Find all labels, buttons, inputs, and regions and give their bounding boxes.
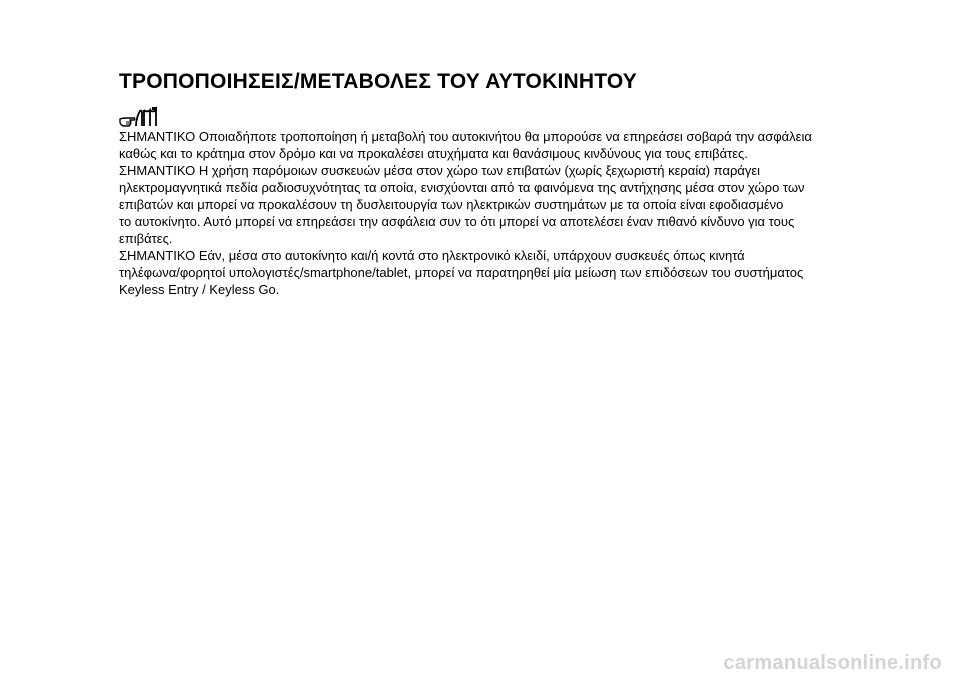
text-line: ΣΗΜΑΝΤΙΚΟ Εάν, μέσα στο αυτοκίνητο και/ή κοντά στο ηλεκτρονικό κλειδί, υπάρχουν συσκευές όπως κινητά (119, 248, 745, 263)
body-text (119, 128, 879, 298)
paragraph-devices-warning (119, 162, 879, 247)
text-line: ΣΗΜΑΝΤΙΚΟ Οποιαδήποτε τροποποίηση ή μεταβολή του αυτοκινήτου θα μπορούσε να επηρεάσει σοβαρά την ασφάλεια (119, 129, 812, 144)
text-line: ΣΗΜΑΝΤΙΚΟ Η χρήση παρόμοιων συσκευών μέσα στον χώρο των επιβατών (χωρίς ξεχωριστή κεραία) παράγει (119, 163, 761, 178)
text-line: ηλεκτρομαγνητικά πεδία ραδιοσυχνότητας τα οποία, ενισχύονται από τα φαινόμενα της αντήχησης μέσα στον χώρο των (119, 180, 805, 195)
manual-page (119, 68, 879, 298)
paragraph-modifications-warning (119, 128, 879, 162)
text-line: επιβατών και μπορεί να προκαλέσουν τη δυσλειτουργία των ηλεκτρικών συστημάτων με τα οποία είναι εφοδιασμένο (119, 197, 784, 212)
watermark: carmanualsonline.info (723, 652, 942, 674)
text-line: Keyless Entry / Keyless Go. (119, 282, 280, 297)
text-line: επιβάτες. (119, 231, 173, 246)
text-line: τηλέφωνα/φορητοί υπολογιστές/smartphone/tablet, μπορεί να παρατηρηθεί μία μείωση των επιδόσεων του συστήματος (119, 265, 804, 280)
text-line: το αυτοκίνητο. Αυτό μπορεί να επηρεάσει την ασφάλεια συν το ότι μπορεί να αποτελέσει έναν πιθανό κίνδυνο για τους (119, 214, 795, 229)
text-line: καθώς και το κράτημα στον δρόμο και να προκαλέσει ατυχήματα και θανάσιμους κινδύνους για τους επιβάτες. (119, 146, 748, 161)
page-title: ΤΡΟΠΟΠΟΙΗΣΕΙΣ/ΜΕΤΑΒΟΛΕΣ ΤΟΥ ΑΥΤΟΚΙΝΗΤΟΥ (119, 70, 638, 93)
warning-hand-icon (119, 106, 159, 128)
paragraph-keyless-warning (119, 247, 879, 298)
